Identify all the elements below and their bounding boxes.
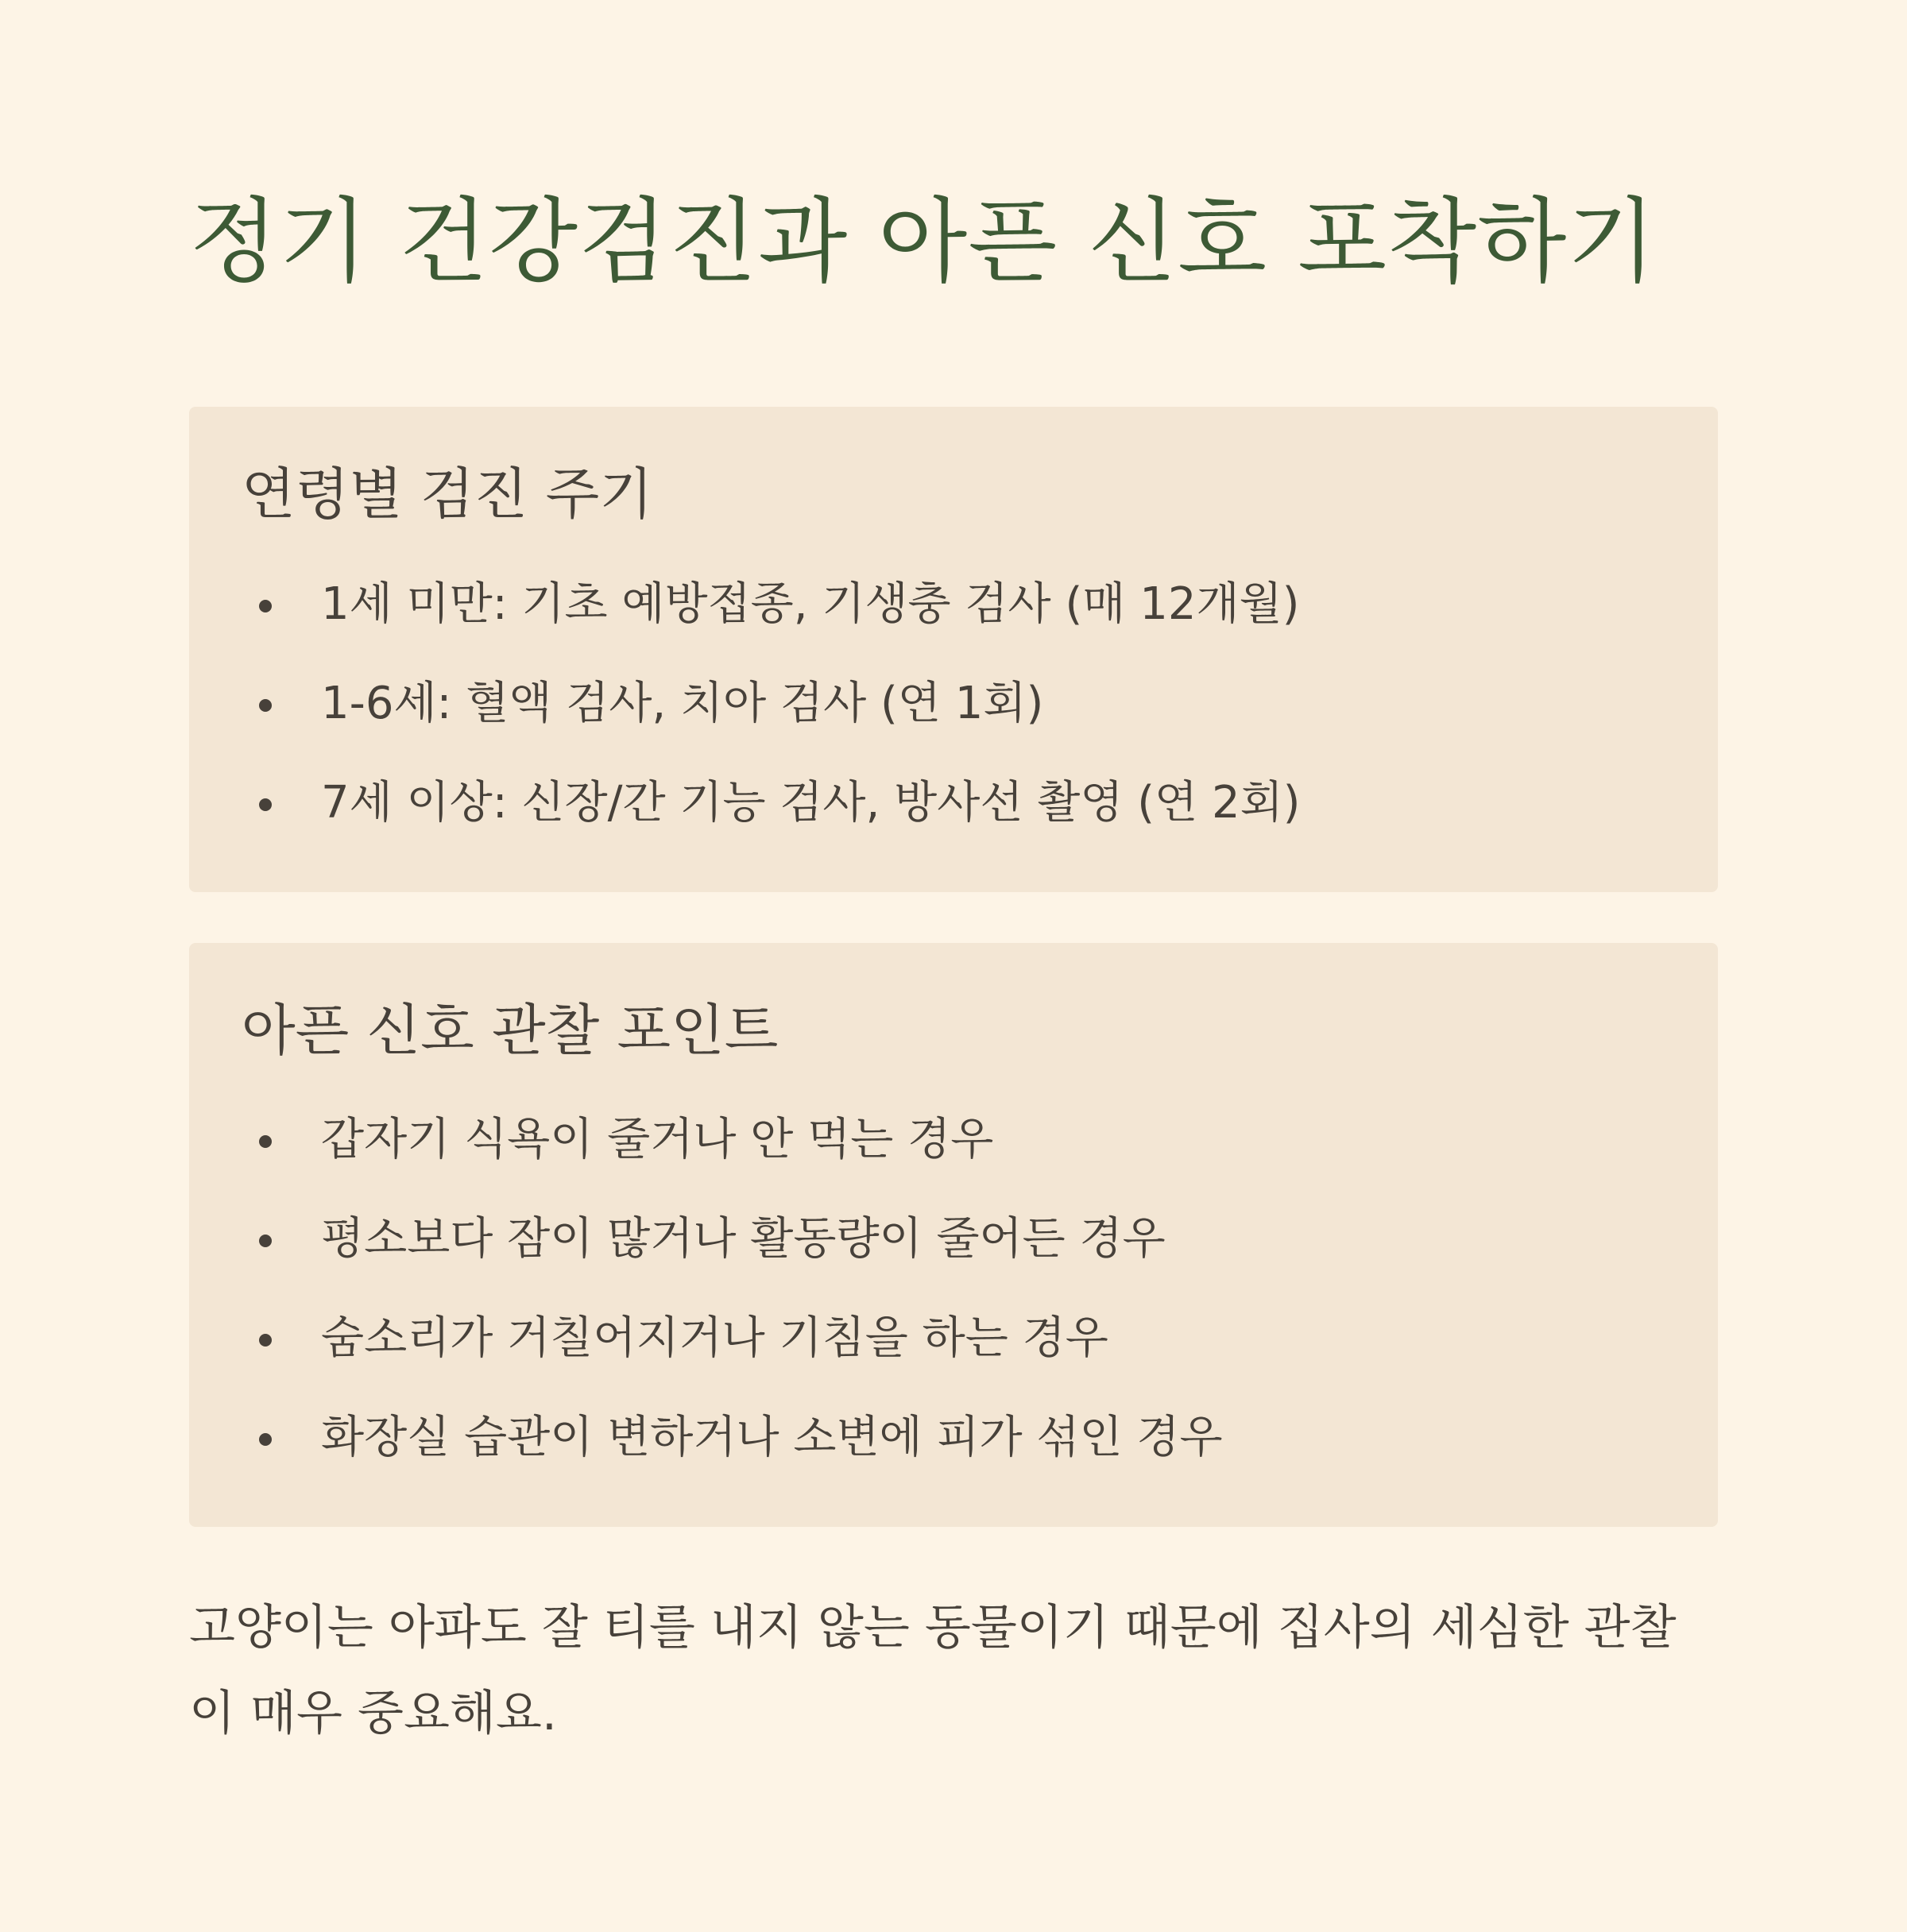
- list-item-text: 평소보다 잠이 많거나 활동량이 줄어든 경우: [321, 1213, 1166, 1265]
- footer-note: 고양이는 아파도 잘 티를 내지 않는 동물이기 때문에 집사의 세심한 관찰이 매우 중요해요.: [189, 1600, 1677, 1741]
- bullet-icon: [259, 1135, 272, 1148]
- list-item: [189, 573, 1718, 636]
- list-item-text: 숨소리가 거칠어지거나 기침을 하는 경우: [321, 1312, 1108, 1364]
- list-item: [189, 1108, 1718, 1172]
- card-heading: 연령별 검진 주기: [242, 462, 653, 527]
- page-title: 정기 건강검진과 아픈 신호 포착하기: [189, 188, 1658, 296]
- bullet-icon: [259, 798, 272, 811]
- bullet-icon: [259, 1433, 272, 1446]
- bullet-icon: [259, 600, 272, 612]
- warning-signs-card: [189, 943, 1718, 1527]
- bullet-icon: [259, 699, 272, 712]
- list-item-text: 1-6세: 혈액 검사, 치아 검사 (연 1회): [321, 678, 1044, 729]
- list-item-text: 1세 미만: 기초 예방접종, 기생충 검사 (매 12개월): [321, 578, 1300, 630]
- list-item-text: 화장실 습관이 변하거나 소변에 피가 섞인 경우: [321, 1412, 1223, 1463]
- bullet-icon: [259, 1235, 272, 1247]
- list-item: [189, 771, 1718, 835]
- list-item-text: 갑자기 식욕이 줄거나 안 먹는 경우: [321, 1114, 994, 1165]
- list-item: [189, 1307, 1718, 1370]
- bullet-icon: [259, 1334, 272, 1347]
- list-item: [189, 1406, 1718, 1470]
- card-heading: 아픈 신호 관찰 포인트: [242, 998, 779, 1063]
- list-item: [189, 1208, 1718, 1271]
- list-item-text: 7세 이상: 신장/간 기능 검사, 방사선 촬영 (연 2회): [321, 777, 1301, 829]
- checkup-schedule-card: [189, 407, 1718, 892]
- list-item: [189, 672, 1718, 736]
